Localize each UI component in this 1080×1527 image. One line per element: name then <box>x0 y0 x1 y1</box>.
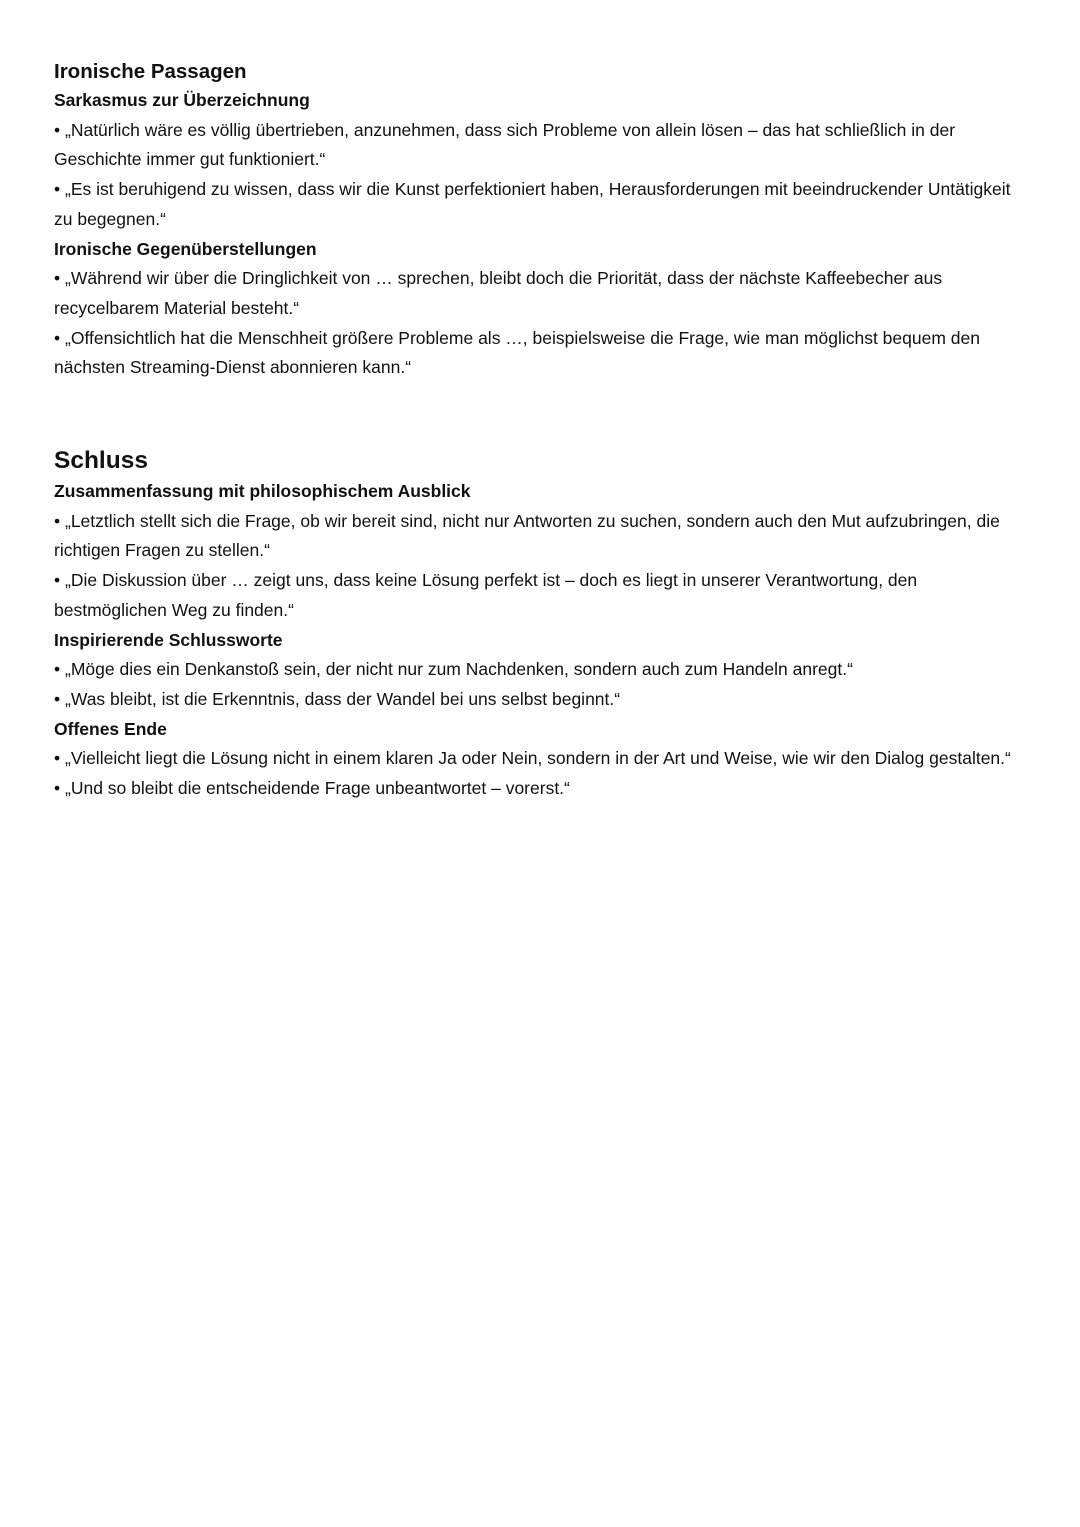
bullet-item <box>54 566 1026 625</box>
bullet-item <box>54 685 1026 715</box>
bullet-item <box>54 264 1026 323</box>
subsection-title: Inspirierende Schlussworte <box>54 629 283 650</box>
bullet-text: „Die Diskussion über … zeigt uns, dass keine Lösung perfekt ist – doch es liegt in unserer Verantwortung, den bestmöglichen Weg zu finden.“ <box>54 570 918 620</box>
bullet-item <box>54 655 1026 685</box>
bullet-icon: • <box>54 268 65 289</box>
bullet-text: „Offensichtlich hat die Menschheit größere Probleme als …, beispielsweise die Frage, wie man möglichst bequem den nächsten Streaming-Dienst abonnieren kann.“ <box>54 327 980 378</box>
bullet-text: „Vielleicht liegt die Lösung nicht in einem klaren Ja oder Nein, sondern in der Art und Weise, wie wir den Dialog gestalten.“ <box>65 748 1011 769</box>
bullet-item <box>54 175 1026 234</box>
bullet-item <box>54 507 1026 566</box>
bullet-text: „Es ist beruhigend zu wissen, dass wir die Kunst perfektioniert haben, Herausforderungen mit beeindruckender Untätigkeit zu begegnen.“ <box>54 179 1011 229</box>
bullet-text: „Letztlich stellt sich die Frage, ob wir bereit sind, nicht nur Antworten zu suchen, sondern auch den Mut aufzubringen, die richtigen Fragen zu stellen.“ <box>54 510 1000 561</box>
bullet-icon: • <box>54 778 65 799</box>
bullet-item <box>54 774 1026 804</box>
bullet-text: „Möge dies ein Denkanstoß sein, der nicht nur zum Nachdenken, sondern auch zum Handeln anregt.“ <box>65 659 853 680</box>
bullet-icon: • <box>54 119 65 140</box>
section-title: Ironische Passagen <box>54 60 247 83</box>
bullet-icon: • <box>54 510 65 531</box>
subsection-title: Zusammenfassung mit philosophischem Ausblick <box>54 481 471 502</box>
bullet-item <box>54 324 1026 383</box>
subsection-title: Sarkasmus zur Überzeichnung <box>54 90 310 110</box>
bullet-text: „Und so bleibt die entscheidende Frage unbeantwortet – vorerst.“ <box>65 778 570 799</box>
bullet-icon: • <box>54 688 65 709</box>
bullet-icon: • <box>54 659 65 680</box>
section-title: Schluss <box>54 447 148 475</box>
section-ironische-passagen <box>54 58 1026 383</box>
bullet-icon: • <box>54 570 65 591</box>
bullet-icon: • <box>54 327 65 348</box>
bullet-item <box>54 116 1026 175</box>
bullet-text: „Natürlich wäre es völlig übertrieben, anzunehmen, dass sich Probleme von allein lösen – das hat schließlich in der Geschichte immer gut funktioniert.“ <box>54 119 956 170</box>
bullet-icon: • <box>54 179 65 200</box>
bullet-icon: • <box>54 748 65 769</box>
bullet-item <box>54 744 1026 774</box>
bullet-text: „Was bleibt, ist die Erkenntnis, dass der Wandel bei uns selbst beginnt.“ <box>65 688 621 709</box>
subsection-title: Ironische Gegenüberstellungen <box>54 238 317 259</box>
subsection-title: Offenes Ende <box>54 718 167 739</box>
bullet-text: „Während wir über die Dringlichkeit von … sprechen, bleibt doch die Priorität, dass der nächste Kaffeebecher aus recycelbarem Material besteht.“ <box>54 268 943 318</box>
section-schluss <box>54 445 1026 804</box>
